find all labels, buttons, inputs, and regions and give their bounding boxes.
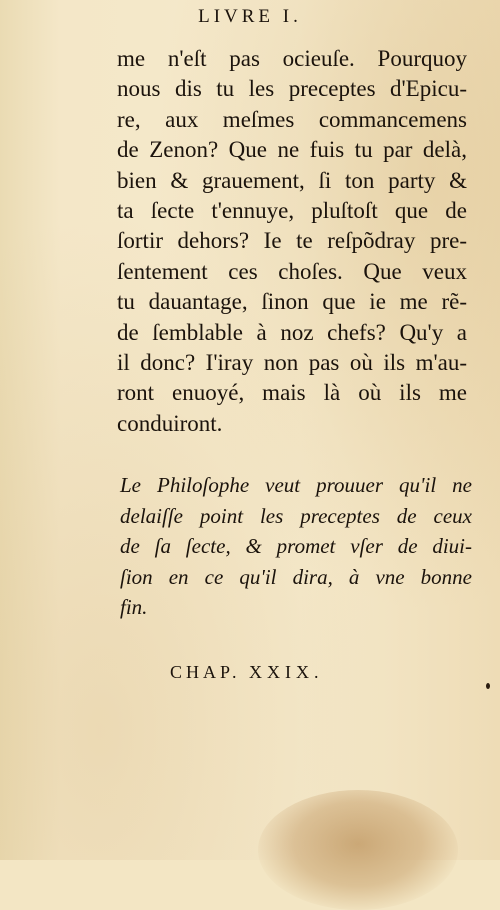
summary-line: ſion en ce qu'il dira, à vne bonne bbox=[120, 564, 472, 589]
chapter-heading bbox=[170, 662, 324, 683]
text-line: ta ſecte t'ennuye, pluſtoſt que de bbox=[117, 197, 467, 223]
text-line: conduiront. bbox=[117, 410, 223, 436]
text-line: bien & grauement, ſi ton party & bbox=[117, 167, 467, 193]
running-header: LIVRE I. bbox=[198, 6, 302, 27]
summary-line: delaiſſe point les preceptes de ceux bbox=[120, 503, 472, 528]
text-line: de Zenon? Que ne fuis tu par delà, bbox=[117, 137, 467, 163]
text-line: nous dis tu les preceptes d'Epicu- bbox=[117, 76, 467, 102]
text-line: il donc? I'iray non pas où ils m'au- bbox=[117, 349, 467, 375]
summary-line: de ſa ſecte, & promet vſer de diui- bbox=[120, 534, 472, 558]
chapter-label: CHAP. bbox=[170, 662, 241, 682]
text-line: tu dauantage, ſinon que ie me rẽ- bbox=[117, 289, 467, 315]
text-line: re, aux meſmes commancemens bbox=[117, 106, 467, 132]
summary-line: fin. bbox=[120, 595, 148, 619]
summary-line: Le Philoſophe veut prouuer qu'il ne bbox=[120, 473, 472, 497]
main-text bbox=[117, 44, 467, 439]
water-stain bbox=[258, 790, 458, 910]
ink-mark bbox=[486, 683, 490, 689]
chapter-summary bbox=[120, 470, 472, 623]
text-line: me n'eſt pas ocieuſe. Pourquoy bbox=[117, 46, 467, 71]
text-line: ſortir dehors? Ie te reſpõdray pre- bbox=[117, 228, 467, 254]
chapter-number: XXIX. bbox=[249, 662, 324, 682]
text-line: ſentement ces choſes. Que veux bbox=[117, 258, 467, 284]
text-line: ront enuoyé, mais là où ils me bbox=[117, 380, 467, 406]
text-line: de ſemblable à noz chefs? Qu'y a bbox=[117, 319, 467, 345]
